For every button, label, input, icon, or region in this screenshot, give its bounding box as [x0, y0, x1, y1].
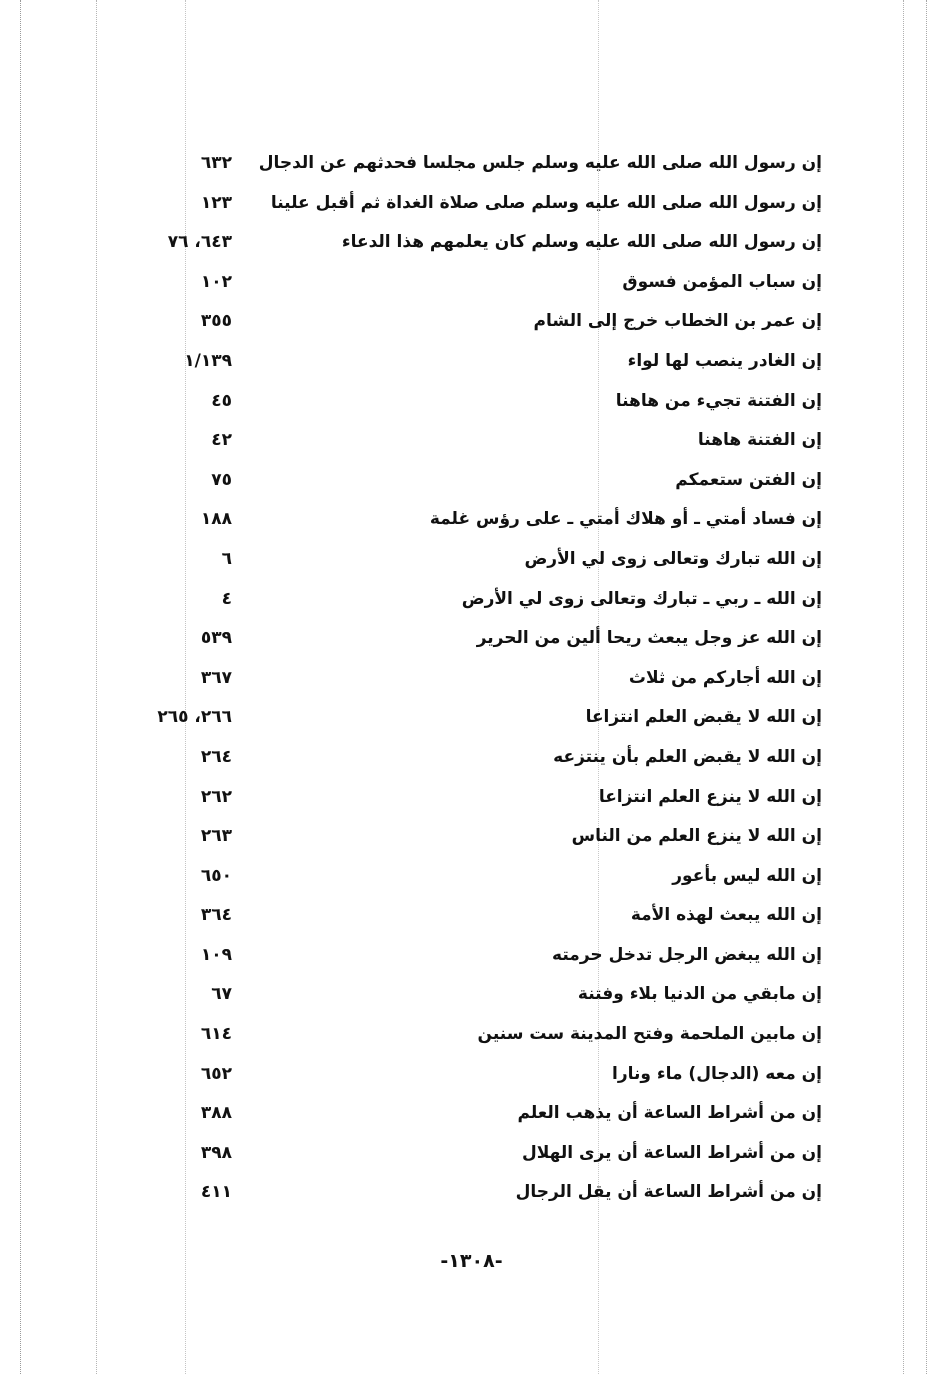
entry-page-number: ١٠٢ [200, 271, 232, 292]
entry-text: إن رسول الله صلى الله عليه وسلم كان يعلمهم هذا الدعاء [341, 232, 822, 253]
index-entry [130, 1014, 830, 1054]
index-entry [130, 143, 830, 183]
index-entry [130, 777, 830, 817]
index-entry [130, 222, 830, 262]
entry-page-number: ٣٩٨ [200, 1142, 232, 1163]
entry-page-number: ٢٦٢ [200, 786, 232, 807]
entry-page-number: ١٨٨ [200, 509, 232, 530]
entry-page-number: ٤٥ [211, 390, 232, 411]
entry-page-number: ٤٢ [211, 430, 232, 451]
entry-page-number: ٦٥٠ [200, 865, 232, 886]
index-entry [130, 658, 830, 698]
entry-text: إن الله يبعث لهذه الأمة [630, 905, 822, 926]
entry-text: إن فساد أمتي ـ أو هلاك أمتي ـ على رؤس غلمة [429, 509, 822, 530]
index-entry [130, 301, 830, 341]
entry-text: إن الله لا ينزع العلم من الناس [571, 826, 822, 847]
index-entry [130, 1133, 830, 1173]
entry-page-number: ٣٥٥ [200, 311, 232, 332]
entry-text: إن الفتن ستعمكم [675, 469, 822, 490]
scan-dotted-line [926, 0, 927, 1374]
entry-page-number: ٦٧ [211, 984, 232, 1005]
entry-page-number: ٦٣٢ [200, 153, 232, 173]
entry-text: إن من أشراط الساعة أن يرى الهلال [521, 1142, 822, 1163]
index-entry [130, 1172, 830, 1212]
entry-text: إن عمر بن الخطاب خرج إلى الشام [533, 311, 822, 332]
index-entry [130, 499, 830, 539]
index-entry [130, 974, 830, 1014]
entry-page-number: ٥٣٩ [200, 628, 232, 649]
entry-text: إن رسول الله صلى الله عليه وسلم جلس مجلسا فحدثهم عن الدجال [258, 153, 822, 173]
entry-page-number: ١/١٣٩ [184, 350, 232, 371]
page-number: -١٣٠٨- [440, 1250, 503, 1272]
entry-text: إن سباب المؤمن فسوق [622, 271, 822, 292]
entry-text: إن مابقي من الدنيا بلاء وفتنة [577, 984, 822, 1005]
entry-text: إن الله لا يقبض العلم بأن ينتزعه [553, 746, 822, 767]
entry-page-number: ٦١٤ [200, 1024, 232, 1045]
index-entry [130, 341, 830, 381]
entry-page-number: ١٠٩ [200, 944, 232, 965]
scan-dotted-line [96, 0, 97, 1374]
entry-page-number: ٤١١ [200, 1182, 232, 1203]
entry-page-number: ١٢٣ [200, 192, 232, 213]
entry-page-number: ٢٦٦، ٢٦٥ [157, 707, 232, 728]
index-entry [130, 1054, 830, 1094]
index-entry [130, 856, 830, 896]
entry-text: إن من أشراط الساعة أن يقل الرجال [515, 1182, 822, 1203]
entry-text: إن معه (الدجال) ماء ونارا [612, 1063, 822, 1084]
scan-dotted-line [20, 0, 21, 1374]
scan-dotted-line [903, 0, 904, 1374]
index-entry [130, 262, 830, 302]
entry-text: إن من أشراط الساعة أن يذهب العلم [517, 1103, 822, 1124]
index-entry [130, 618, 830, 658]
entry-page-number: ٣٨٨ [200, 1103, 232, 1124]
index-entry [130, 935, 830, 975]
entry-page-number: ٦٤٣، ٧٦ [167, 232, 232, 253]
index-entry [130, 579, 830, 619]
index-entry [130, 895, 830, 935]
index-entry [130, 1093, 830, 1133]
entry-text: إن الفتنة هاهنا [697, 430, 822, 451]
entry-text: إن الفتنة تجيء من هاهنا [615, 390, 822, 411]
entry-text: إن الله ـ ربي ـ تبارك وتعالى زوى لي الأرض [461, 588, 822, 609]
index-entry [130, 420, 830, 460]
entry-text: إن الله ليس بأعور [672, 865, 822, 886]
index-entry [130, 697, 830, 737]
entry-page-number: ٧٥ [211, 469, 232, 490]
entry-page-number: ٦٥٢ [200, 1063, 232, 1084]
entry-page-number: ٤ [221, 588, 232, 609]
entry-page-number: ٦ [221, 548, 232, 569]
entry-page-number: ٣٦٧ [200, 667, 232, 688]
index-entry [130, 183, 830, 223]
entry-text: إن الغادر ينصب لها لواء [627, 350, 822, 371]
index-entry [130, 816, 830, 856]
entry-page-number: ٣٦٤ [200, 905, 232, 926]
entry-text: إن الله يبغض الرجل تدخل حرمته [552, 944, 822, 965]
entry-text: إن الله عز وجل يبعث ريحا ألين من الحرير [476, 628, 822, 649]
entry-text: إن الله لا يقبض العلم انتزاعا [585, 707, 822, 728]
entry-page-number: ٢٦٣ [200, 826, 232, 847]
index-entry [130, 460, 830, 500]
entry-text: إن الله تبارك وتعالى زوى لي الأرض [524, 548, 822, 569]
hadith-index-list [130, 143, 830, 1212]
index-entry [130, 539, 830, 579]
entry-page-number: ٢٦٤ [200, 746, 232, 767]
entry-text: إن مابين الملحمة وفتح المدينة ست سنين [477, 1024, 822, 1045]
index-entry [130, 737, 830, 777]
index-entry [130, 381, 830, 421]
entry-text: إن الله أجاركم من ثلاث [628, 667, 822, 688]
entry-text: إن رسول الله صلى الله عليه وسلم صلى صلاة الغداة ثم أقبل علينا [270, 192, 822, 213]
entry-text: إن الله لا ينزع العلم انتزاعا [598, 786, 822, 807]
